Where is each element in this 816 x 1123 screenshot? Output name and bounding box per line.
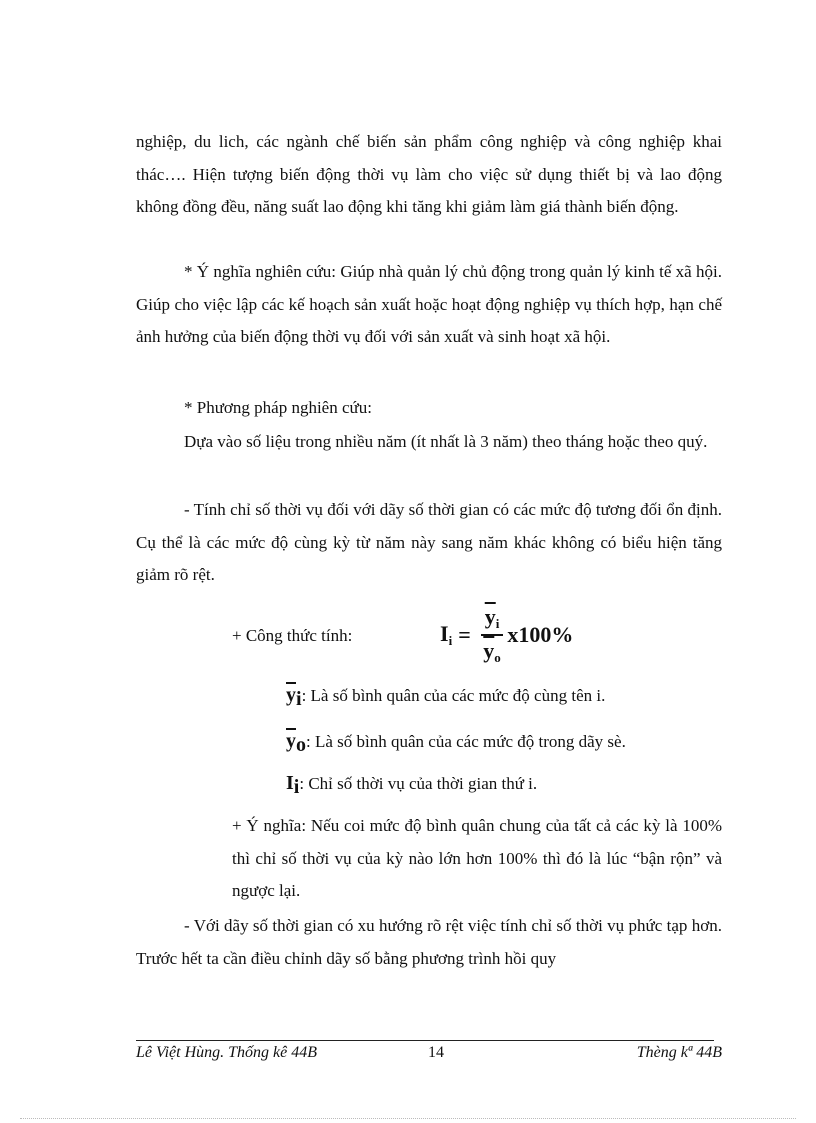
paragraph-trend-series: - Với dãy số thời gian có xu hướng rõ rệt việc tính chỉ số thời vụ phức tạp hơn. Trước hết ta cần điều chỉnh dãy số bằng phương trình hồi quy <box>136 916 722 968</box>
formula-multiplier: x100% <box>507 622 574 647</box>
formula-numerator: $\overline{y}_i$ <box>481 604 504 636</box>
formula-label: + Công thức tính: <box>232 626 353 645</box>
footer-right: Thèng kª 44B <box>636 1044 722 1061</box>
definition-yi: $\overline{y}i$: Là số bình quân của các mức độ cùng tên i. <box>286 684 606 710</box>
formula-fraction <box>481 604 504 666</box>
definition-ii: Ii: Chỉ số thời vụ của thời gian thứ i. <box>286 772 538 798</box>
formula-lhs: $I_i$ <box>440 621 453 648</box>
paragraph-stable-series: - Tính chỉ số thời vụ đối với dãy số thời gian có các mức độ tương đối ổn định. Cụ thể là các mức độ cùng kỳ từ năm này sang năm khác không có biểu hiện tăng giảm rõ rệt. <box>136 500 722 584</box>
seasonal-index-formula: $I_i$ = $\frac{\overline{y}_i}{\overline{y}_o}$ x100% <box>440 604 574 665</box>
page-number: 14 <box>428 1044 444 1061</box>
definition-yo: $\overline{y}o$: Là số bình quân của các mức độ trong dãy sè. <box>286 730 626 756</box>
footer-author: Lê Việt Hùng. Thống kê 44B <box>136 1044 318 1061</box>
meaning-paragraph: + Ý nghĩa: Nếu coi mức độ bình quân chung của tất cả các kỳ là 100% thì chỉ số thời vụ của kỳ nào lớn hơn 100% thì đó là lúc “bận rộn” và ngược lại. <box>232 816 722 900</box>
paragraph-data-source: Dựa vào số liệu trong nhiều năm (ít nhất là 3 năm) theo tháng hoặc theo quý. <box>184 432 708 451</box>
footer-divider <box>136 1040 714 1041</box>
paragraph-meaning: * Ý nghĩa nghiên cứu: Giúp nhà quản lý chủ động trong quản lý kinh tế xã hội. Giúp cho việc lập các kế hoạch sản xuất hoặc hoạt động nghiệp vụ thích hợp, hạn chế ảnh hưởng của biến động thời vụ đối với sản xuất và sinh hoạt xã hội. <box>136 262 722 346</box>
page-edge-divider <box>20 1118 796 1119</box>
formula-denominator: $\overline{y}_o$ <box>483 638 501 665</box>
paragraph-continuation: nghiệp, du lich, các ngành chế biến sản phẩm công nghiệp và công nghiệp khai thác…. Hiện tượng biến động thời vụ làm cho việc sử dụng thiết bị và lao động không đồng đều, năng suất lao động khi tăng khi giảm làm giá thành biến động. <box>136 132 722 216</box>
paragraph-method-heading: * Phương pháp nghiên cứu: <box>184 398 372 417</box>
